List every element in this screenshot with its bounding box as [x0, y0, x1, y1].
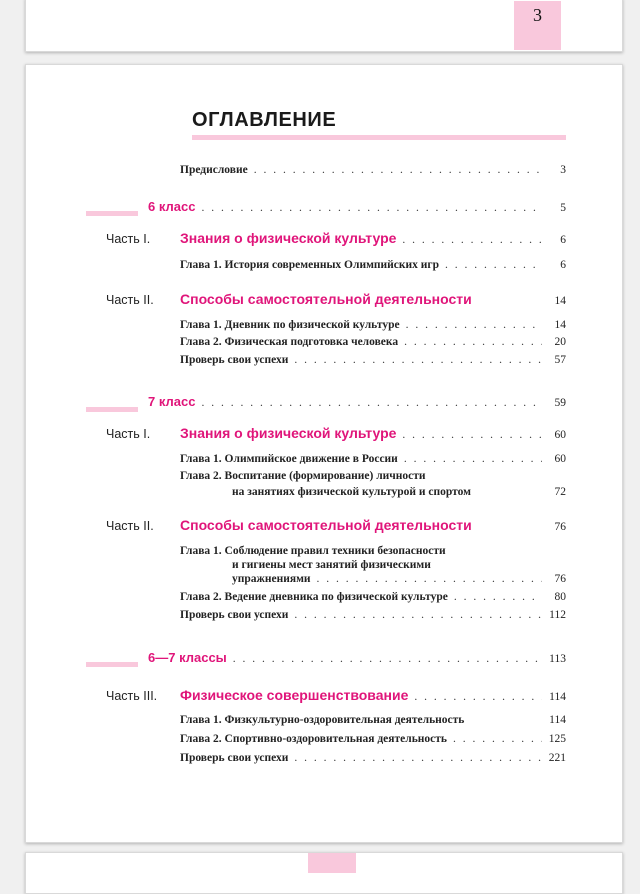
leader-dots: [406, 319, 542, 331]
toc-entry[interactable]: [180, 714, 566, 726]
toc-entry[interactable]: [232, 573, 566, 585]
toc-entry-line: Глава 1. Соблюдение правил техники безопасности: [180, 545, 446, 557]
grade-marker-bar: [86, 211, 138, 216]
page-ref: 80: [554, 591, 566, 603]
page-ref: 76: [554, 573, 566, 585]
toc-page: [25, 64, 623, 843]
grade-label: 6—7 классы: [148, 650, 227, 665]
toc-title: ОГЛАВЛЕНИЕ: [192, 109, 337, 131]
toc-part-6-2[interactable]: [106, 291, 566, 307]
toc-entry-label: Проверь свои успехи: [180, 609, 289, 621]
toc-grade-6-7[interactable]: [148, 650, 566, 665]
toc-entry[interactable]: [180, 453, 566, 465]
next-page: [25, 852, 623, 894]
page-ref: 72: [554, 486, 566, 498]
toc-entry-label: Глава 1. Дневник по физической культуре: [180, 319, 400, 331]
page-ref: 5: [560, 202, 566, 214]
toc-entry[interactable]: [180, 733, 566, 745]
page-ref: 20: [554, 336, 566, 348]
toc-entry-label: Глава 1. История современных Олимпийских игр: [180, 259, 440, 271]
grade-marker-bar: [86, 407, 138, 412]
page-ref: 76: [554, 521, 566, 533]
page-ref: 113: [549, 653, 566, 665]
leader-dots: [294, 609, 542, 621]
toc-entry-label: Проверь свои успехи: [180, 354, 289, 366]
leader-dots: [201, 202, 542, 214]
leader-dots: [317, 573, 542, 585]
page-ref: 6: [560, 234, 566, 246]
page-ref: 125: [548, 733, 566, 745]
part-title: Способы самостоятельной деятельности: [180, 291, 472, 307]
page-ref: 59: [554, 397, 566, 409]
leader-dots: [404, 453, 542, 465]
leader-dots: [294, 752, 542, 764]
toc-entry[interactable]: [180, 609, 566, 621]
leader-dots: [254, 164, 542, 176]
part-title: Знания о физической культуре: [180, 425, 397, 441]
toc-entry-label: Глава 2. Физическая подготовка человека: [180, 336, 399, 348]
page-ref: 14: [554, 319, 566, 331]
toc-part-7-1[interactable]: [106, 425, 566, 441]
part-number: Часть II.: [106, 519, 154, 533]
leader-dots: [445, 259, 542, 271]
part-title: Способы самостоятельной деятельности: [180, 517, 472, 533]
toc-part-7-2[interactable]: [106, 517, 566, 533]
grade-label: 6 класс: [148, 199, 196, 214]
leader-dots: [453, 733, 542, 745]
toc-grade-6[interactable]: [148, 199, 566, 214]
toc-entry-line: Глава 2. Воспитание (формирование) личности: [180, 470, 426, 482]
toc-entry[interactable]: [180, 752, 566, 764]
part-number: Часть II.: [106, 293, 154, 307]
toc-part-6-1[interactable]: [106, 230, 566, 246]
leader-dots: [404, 336, 542, 348]
toc-entry[interactable]: [180, 591, 566, 603]
page-ref: 112: [549, 609, 566, 621]
page-ref: 14: [554, 295, 566, 307]
toc-entry[interactable]: [232, 486, 566, 498]
leader-dots: [201, 397, 542, 409]
page-ref: 6: [560, 259, 566, 271]
toc-entry-line: и гигиены мест занятий физическими: [232, 559, 431, 571]
title-underline: [192, 135, 566, 140]
leader-dots: [402, 234, 542, 246]
page-ref: 114: [549, 714, 566, 726]
part-number: Часть I.: [106, 427, 151, 441]
toc-entry-label: Глава 1. Олимпийское движение в России: [180, 453, 398, 465]
part-number: Часть III.: [106, 689, 158, 703]
grade-label: 7 класс: [148, 394, 196, 409]
toc-entry-label: Глава 1. Физкультурно-оздоровительная деятельность: [180, 714, 465, 726]
leader-dots: [454, 591, 542, 603]
previous-page: [25, 0, 623, 52]
page-ref: 221: [548, 752, 566, 764]
toc-entry-label: упражнениями: [232, 573, 311, 585]
page-number: 3: [533, 5, 542, 25]
toc-grade-7[interactable]: [148, 394, 566, 409]
part-title: Знания о физической культуре: [180, 230, 397, 246]
part-number: Часть I.: [106, 232, 151, 246]
toc-entry[interactable]: [180, 354, 566, 366]
toc-entry[interactable]: [180, 259, 566, 271]
grade-marker-bar: [86, 662, 138, 667]
toc-entry-label: Проверь свои успехи: [180, 752, 289, 764]
leader-dots: [233, 653, 542, 665]
part-title: Физическое совершенствование: [180, 687, 409, 703]
leader-dots: [294, 354, 542, 366]
leader-dots: [402, 429, 542, 441]
page-ref: 3: [560, 164, 566, 176]
toc-part-3[interactable]: [106, 687, 566, 703]
page-ref: 114: [549, 691, 566, 703]
leader-dots: [414, 691, 542, 703]
toc-entry-label: на занятиях физической культурой и спортом: [232, 486, 471, 498]
toc-entry-label: Глава 2. Спортивно-оздоровительная деятельность: [180, 733, 447, 745]
toc-entry-label: Глава 2. Ведение дневника по физической культуре: [180, 591, 448, 603]
toc-entry[interactable]: [180, 336, 566, 348]
page-ref: 57: [554, 354, 566, 366]
page-ref: 60: [554, 453, 566, 465]
toc-entry[interactable]: [180, 319, 566, 331]
page-number-tab: [308, 853, 356, 873]
toc-entry-label: Предисловие: [180, 164, 248, 176]
page-number-tab: [514, 1, 561, 50]
toc-entry-preface[interactable]: [180, 164, 566, 176]
page-ref: 60: [554, 429, 566, 441]
